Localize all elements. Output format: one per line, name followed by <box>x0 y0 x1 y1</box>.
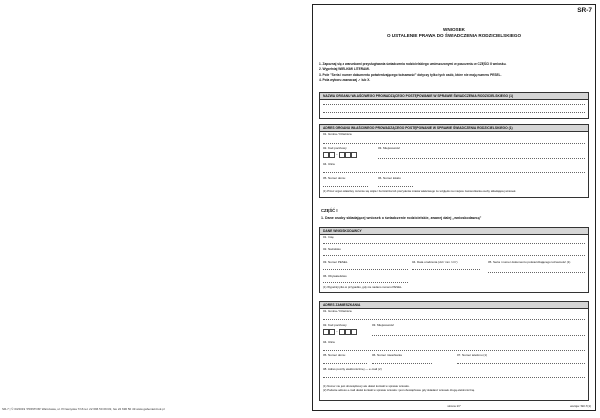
residence-gmina-field[interactable] <box>323 319 585 320</box>
first-name-field[interactable] <box>323 243 585 244</box>
applicant-section <box>319 227 589 293</box>
residence-header: ADRES ZAMIESZKANIA <box>320 302 588 309</box>
organ-name-line-2[interactable] <box>323 112 585 113</box>
id-document-label: 05. Seria i numer dokumentu potwierdzającego tożsamość (1) <box>488 260 571 264</box>
residence-postal-label: 02. Kod pocztowy <box>323 323 347 327</box>
title-line-1: WNIOSEK <box>443 27 465 32</box>
residence-note-2: (2) Podanie adresu e-mail ułatwi kontakt w sprawie wniosku i jest obowiązkowe gdy składasz wniosek drogą elektroniczną. <box>323 388 475 392</box>
organ-city-label: 03. Miejscowość <box>378 146 401 150</box>
last-name-field[interactable] <box>323 255 585 256</box>
organ-name-header: NAZWA ORGANU WŁAŚCIWEGO PROWADZĄCEGO POSTĘPOWANIE W SPRAWIE ŚWIADCZENIA RODZICIELSKIEGO (1) <box>320 93 588 100</box>
form-page <box>312 4 596 411</box>
residence-house-field[interactable] <box>323 363 367 364</box>
instruction-2: 2. Wypełniaj WIELKIMI LITERAMI. <box>319 67 370 72</box>
last-name-label: 02. Nazwisko <box>323 247 341 251</box>
organ-address-section: ADRES ORGANU WŁAŚCIWEGO PROWADZĄCEGO POSTĘPOWANIE W SPRAWIE ŚWIADCZENIA RODZICIELSKIEGO (1) 01. Gmina / Dzielnica 02. Kod pocztowy – 03. Miejscowość 04. Ulica 05. Numer domu 06. Numer lokalu (1) Przez organ właściwy rozumie się wójta / burmistrza lub prezydenta miasta właściwego ze względu na miejsce zamieszkania osoby składającej wniosek. <box>319 124 589 198</box>
organ-flat-field[interactable] <box>378 186 413 187</box>
residence-section: ADRES ZAMIESZKANIA 01. Gmina / Dzielnica 02. Kod pocztowy – 03. Miejscowość 04. Ulica 05. Numer domu 06. Numer mieszkania 07. Numer telefonu (1) 08. Adres poczty elektronicznej — e-mail (2) (1) Numer nie jest obowiązkowy ale ułatwi kontakt w sprawie wniosku. (2) Podanie adresu e-mail ułatwi kontakt w sprawie wniosku i jest obowiązkowe gdy składasz wniosek drogą elektroniczną. <box>319 301 589 401</box>
residence-flat-field[interactable] <box>372 363 432 364</box>
email-field[interactable] <box>323 377 585 378</box>
organ-address-header: ADRES ORGANU WŁAŚCIWEGO PROWADZĄCEGO POSTĘPOWANIE W SPRAWIE ŚWIADCZENIA RODZICIELSKIEGO (1) <box>320 125 588 132</box>
printer-footer: SR-7 | © 03/2019 'PRINTOM' Warszawa, ul. Przasnyska 7/16 tel. 22 696 50 09 R2, fax 22 696 50 49 www.gabentek.bok.pl <box>2 407 165 411</box>
organ-name-line-1[interactable] <box>323 104 585 105</box>
pesel-field[interactable] <box>323 269 408 270</box>
organ-postal-box-5[interactable] <box>351 152 357 158</box>
part-1-heading: 1. Dane osoby składającej wniosek o świadczenie rodzicielskie, zwanej dalej „wnioskodawcą" <box>321 216 482 220</box>
organ-street-field[interactable] <box>323 172 585 173</box>
organ-gmina-field[interactable] <box>323 143 585 144</box>
instructions <box>319 62 506 83</box>
page-number: strona 1/7 <box>447 404 461 408</box>
applicant-note: (1) Wypełnij tylko w przypadku, gdy nie nadano numeru PESEL. <box>323 285 403 289</box>
residence-flat-label: 06. Numer mieszkania <box>372 353 402 357</box>
form-title <box>313 27 595 38</box>
residence-gmina-label: 01. Gmina / Dzielnica <box>323 309 352 313</box>
residence-postal-box-2[interactable] <box>329 329 335 335</box>
phone-field[interactable] <box>457 363 585 364</box>
birth-date-label: 04. Data urodzenia (dd / mm / rrrr) <box>412 260 458 264</box>
organ-street-label: 04. Ulica <box>323 162 335 166</box>
organ-postal-box-2[interactable] <box>329 152 335 158</box>
instruction-1: 1. Zapoznaj się z warunkami przysługiwania świadczenia rodzicielskiego umieszczonymi w pouczeniu w CZĘŚCI II wniosku. <box>319 62 507 66</box>
form-code: SR-7 <box>577 7 592 14</box>
organ-house-field[interactable] <box>323 186 368 187</box>
residence-city-label: 03. Miejscowość <box>372 323 395 327</box>
residence-street-label: 04. Ulica <box>323 340 335 344</box>
first-name-label: 01. Imię <box>323 235 334 239</box>
email-label: 08. Adres poczty elektronicznej — e-mail (2) <box>323 367 382 371</box>
part-1-label: CZĘŚĆ I <box>321 208 338 213</box>
residence-city-field[interactable] <box>372 335 585 336</box>
organ-address-note: (1) Przez organ właściwy rozumie się wójta / burmistrza lub prezydenta miasta właściwego ze względu na miejsce zamieszkania osoby składającej wniosek. <box>323 189 517 193</box>
residence-street-field[interactable] <box>323 350 585 351</box>
birth-date-field[interactable] <box>412 269 480 270</box>
organ-postal-label: 02. Kod pocztowy <box>323 146 347 150</box>
residence-postal-box-5[interactable] <box>351 329 357 335</box>
organ-flat-label: 06. Numer lokalu <box>378 176 401 180</box>
form-version: wersja: SR-7(1) <box>570 404 591 408</box>
instruction-4: 4. Pola wyboru zaznaczaj ✓ lub X. <box>319 77 371 82</box>
organ-gmina-label: 01. Gmina / Dzielnica <box>323 132 352 136</box>
id-document-field[interactable] <box>488 272 585 273</box>
applicant-header: DANE WNIOSKODAWCY <box>320 228 588 235</box>
title-line-2: O USTALENIE PRAWA DO ŚWIADCZENIA RODZICIELSKIEGO <box>386 32 522 38</box>
organ-city-field[interactable] <box>378 158 585 159</box>
pesel-label: 03. Numer PESEL <box>323 260 348 264</box>
organ-house-label: 05. Numer domu <box>323 176 346 180</box>
instruction-3: 3. Pole "Seria i numer dokumentu potwierdzającego tożsamość" dotyczy tylko tych osób, które nie mają numeru PESEL. <box>319 72 502 77</box>
residence-house-label: 05. Numer domu <box>323 353 346 357</box>
phone-label: 07. Numer telefonu (1) <box>457 353 488 357</box>
organ-name-section <box>319 92 589 119</box>
citizenship-field[interactable] <box>323 282 408 283</box>
residence-note-1: (1) Numer nie jest obowiązkowy ale ułatwi kontakt w sprawie wniosku. <box>323 384 410 388</box>
citizenship-label: 06. Obywatelstwo <box>323 274 347 278</box>
